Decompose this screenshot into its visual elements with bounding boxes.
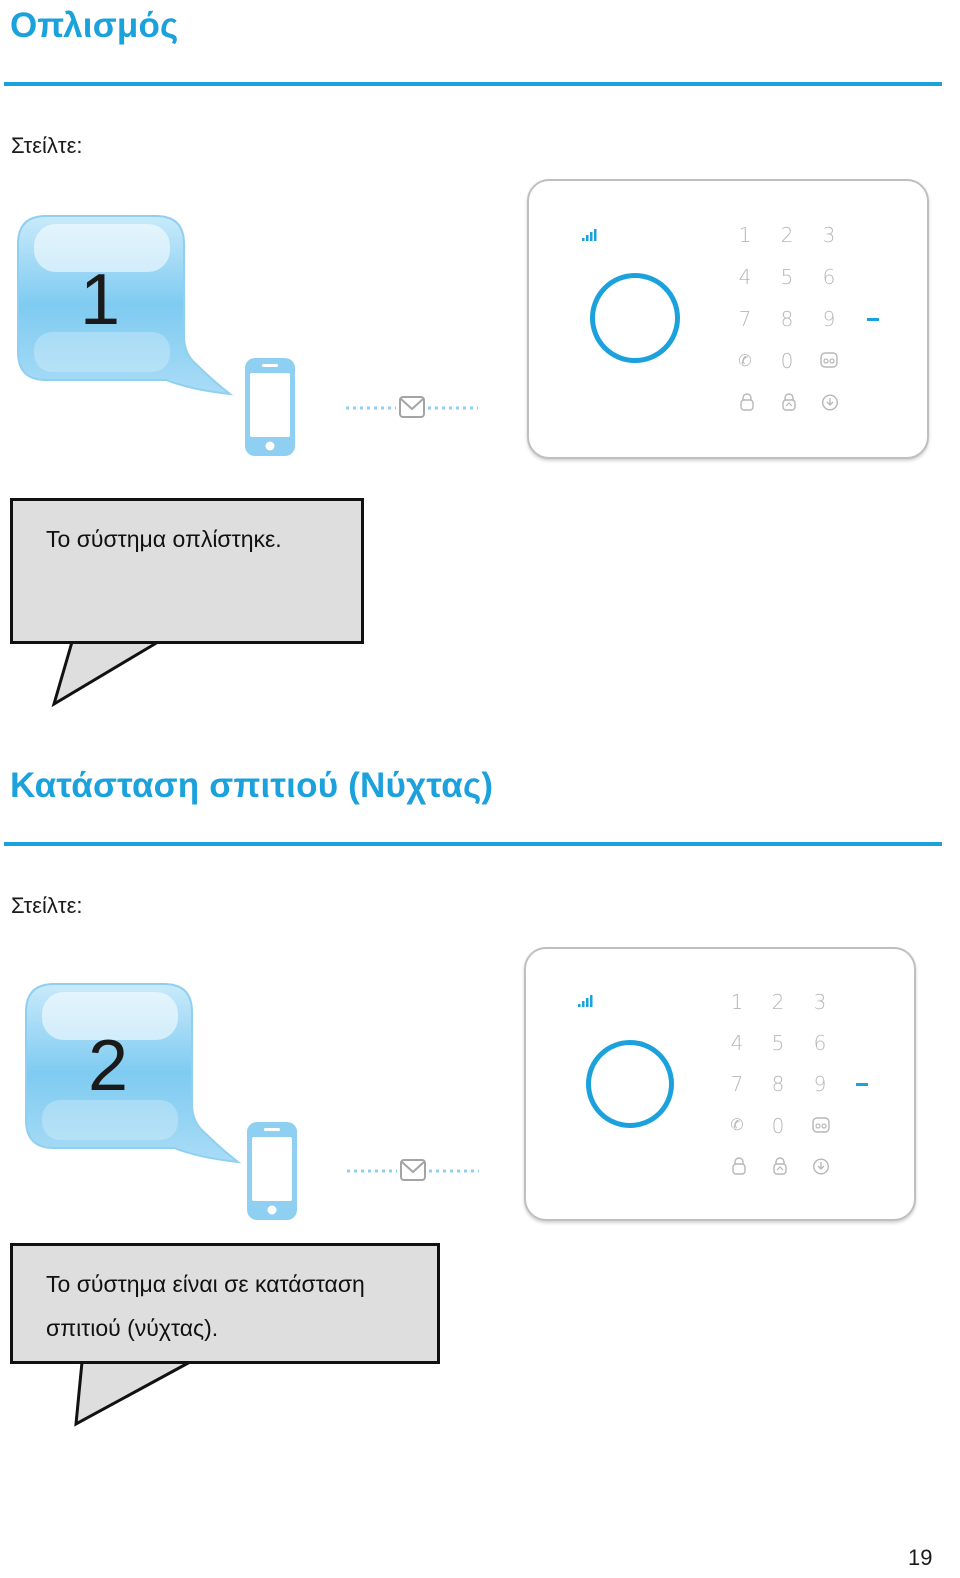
- response-box: [10, 498, 364, 644]
- sms-transmission: [344, 394, 480, 420]
- sos-icon[interactable]: [820, 394, 840, 411]
- key-5[interactable]: 5: [780, 265, 794, 289]
- page-number: 19: [908, 1545, 933, 1570]
- key-1[interactable]: 1: [738, 223, 752, 247]
- envelope-icon: [400, 397, 424, 417]
- key-0[interactable]: 0: [771, 1114, 785, 1138]
- phone-handset-icon[interactable]: ✆: [738, 351, 752, 370]
- voicemail-icon[interactable]: [811, 1117, 831, 1133]
- status-dash: [867, 318, 879, 321]
- lock-icon[interactable]: [729, 1157, 749, 1175]
- phone-handset-icon[interactable]: ✆: [730, 1115, 744, 1134]
- response-line: Το σύστημα είναι σε κατάσταση: [46, 1271, 365, 1297]
- key-4[interactable]: 4: [738, 265, 752, 289]
- key-4[interactable]: 4: [730, 1031, 744, 1055]
- lock-icon[interactable]: [737, 393, 757, 411]
- alarm-panel: [524, 947, 916, 1221]
- key-6[interactable]: 6: [822, 265, 836, 289]
- signal-bars-icon: [578, 995, 596, 1007]
- section-divider: [4, 82, 942, 86]
- key-7[interactable]: 7: [730, 1072, 744, 1096]
- status-dash: [856, 1083, 868, 1086]
- smartphone-icon: [244, 357, 296, 457]
- smartphone-icon: [246, 1121, 298, 1221]
- home-lock-icon[interactable]: [779, 393, 799, 411]
- envelope-icon: [401, 1160, 425, 1180]
- sos-icon[interactable]: [811, 1158, 831, 1175]
- key-7[interactable]: 7: [738, 307, 752, 331]
- voicemail-icon[interactable]: [819, 352, 839, 368]
- key-3[interactable]: 3: [813, 990, 827, 1014]
- key-3[interactable]: 3: [822, 223, 836, 247]
- send-label: Στείλτε:: [11, 893, 83, 918]
- key-8[interactable]: 8: [771, 1072, 785, 1096]
- command-number: 1: [79, 260, 121, 340]
- response-line: σπιτιού (νύχτας).: [46, 1315, 219, 1341]
- section-divider: [4, 842, 942, 846]
- key-2[interactable]: 2: [771, 990, 785, 1014]
- status-ring: [590, 273, 680, 363]
- response-tail: [68, 1358, 198, 1430]
- command-bubble: [16, 214, 236, 400]
- key-0[interactable]: 0: [780, 349, 794, 373]
- alarm-panel: [527, 179, 929, 459]
- key-1[interactable]: 1: [730, 990, 744, 1014]
- response-tail: [46, 638, 166, 710]
- key-5[interactable]: 5: [771, 1031, 785, 1055]
- response-box: [10, 1243, 440, 1364]
- key-6[interactable]: 6: [813, 1031, 827, 1055]
- key-9[interactable]: 9: [822, 307, 836, 331]
- key-8[interactable]: 8: [780, 307, 794, 331]
- command-bubble: [24, 982, 244, 1168]
- signal-bars-icon: [582, 229, 600, 241]
- sms-transmission: [345, 1157, 481, 1183]
- response-line: Το σύστημα οπλίστηκε.: [46, 526, 282, 552]
- key-9[interactable]: 9: [813, 1072, 827, 1096]
- key-2[interactable]: 2: [780, 223, 794, 247]
- send-label: Στείλτε:: [11, 133, 83, 158]
- section-title-home-mode: Κατάσταση σπιτιού (Νύχτας): [10, 766, 494, 805]
- section-title-arming: Οπλισμός: [10, 6, 179, 45]
- status-ring: [586, 1040, 674, 1128]
- command-number: 2: [87, 1026, 129, 1106]
- home-lock-icon[interactable]: [770, 1157, 790, 1175]
